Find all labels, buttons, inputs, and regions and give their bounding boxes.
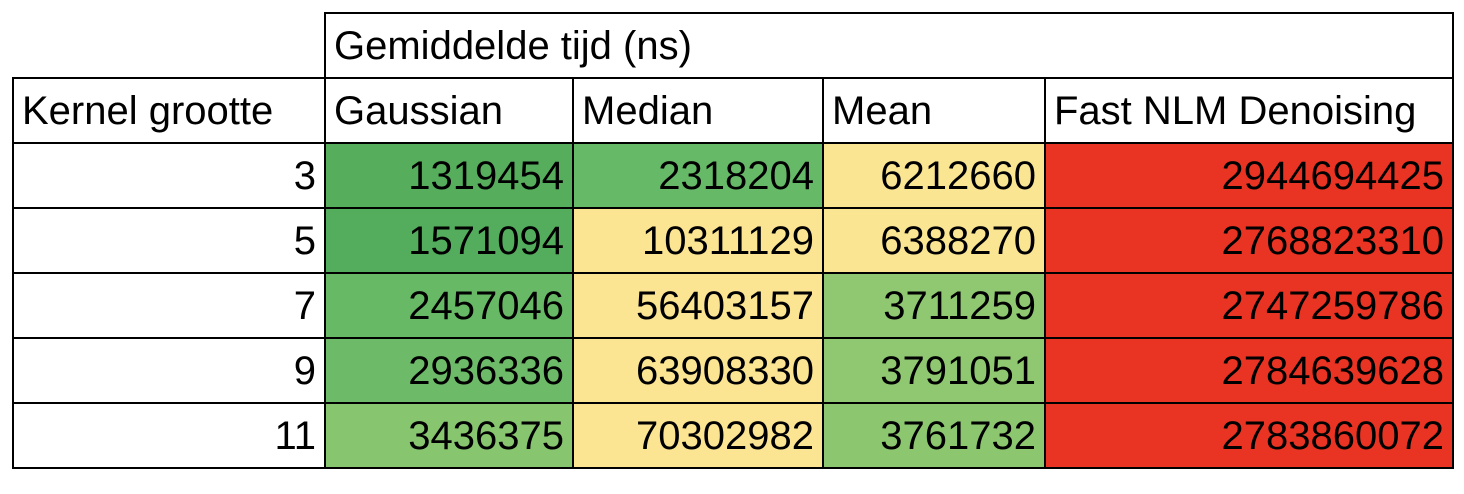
column-header-median: Median [573, 78, 823, 143]
median-value: 2318204 [573, 143, 823, 208]
mean-value: 6212660 [823, 143, 1045, 208]
gaussian-value: 1571094 [325, 208, 573, 273]
kernel-size-cell: 11 [13, 403, 325, 468]
mean-value: 6388270 [823, 208, 1045, 273]
kernel-size-cell: 5 [13, 208, 325, 273]
kernel-size-cell: 3 [13, 143, 325, 208]
corner-cell [13, 13, 325, 78]
gaussian-value: 2936336 [325, 338, 573, 403]
fast-nlm-value: 2768823310 [1045, 208, 1453, 273]
table-row [13, 208, 1453, 273]
median-value: 63908330 [573, 338, 823, 403]
fast-nlm-value: 2784639628 [1045, 338, 1453, 403]
fast-nlm-value: 2944694425 [1045, 143, 1453, 208]
median-value: 70302982 [573, 403, 823, 468]
group-header-row [13, 13, 1453, 78]
group-header: Gemiddelde tijd (ns) [325, 13, 1453, 78]
table-row [13, 338, 1453, 403]
table-row [13, 273, 1453, 338]
table-row [13, 143, 1453, 208]
fast-nlm-value: 2747259786 [1045, 273, 1453, 338]
gaussian-value: 3436375 [325, 403, 573, 468]
mean-value: 3791051 [823, 338, 1045, 403]
mean-value: 3761732 [823, 403, 1045, 468]
timing-table [12, 12, 1454, 469]
kernel-size-cell: 9 [13, 338, 325, 403]
kernel-size-cell: 7 [13, 273, 325, 338]
column-header-fast-nlm: Fast NLM Denoising [1045, 78, 1453, 143]
median-value: 10311129 [573, 208, 823, 273]
column-header-gaussian: Gaussian [325, 78, 573, 143]
gaussian-value: 2457046 [325, 273, 573, 338]
column-header-mean: Mean [823, 78, 1045, 143]
gaussian-value: 1319454 [325, 143, 573, 208]
table-row [13, 403, 1453, 468]
row-header-label: Kernel grootte [13, 78, 325, 143]
column-header-row [13, 78, 1453, 143]
mean-value: 3711259 [823, 273, 1045, 338]
median-value: 56403157 [573, 273, 823, 338]
fast-nlm-value: 2783860072 [1045, 403, 1453, 468]
